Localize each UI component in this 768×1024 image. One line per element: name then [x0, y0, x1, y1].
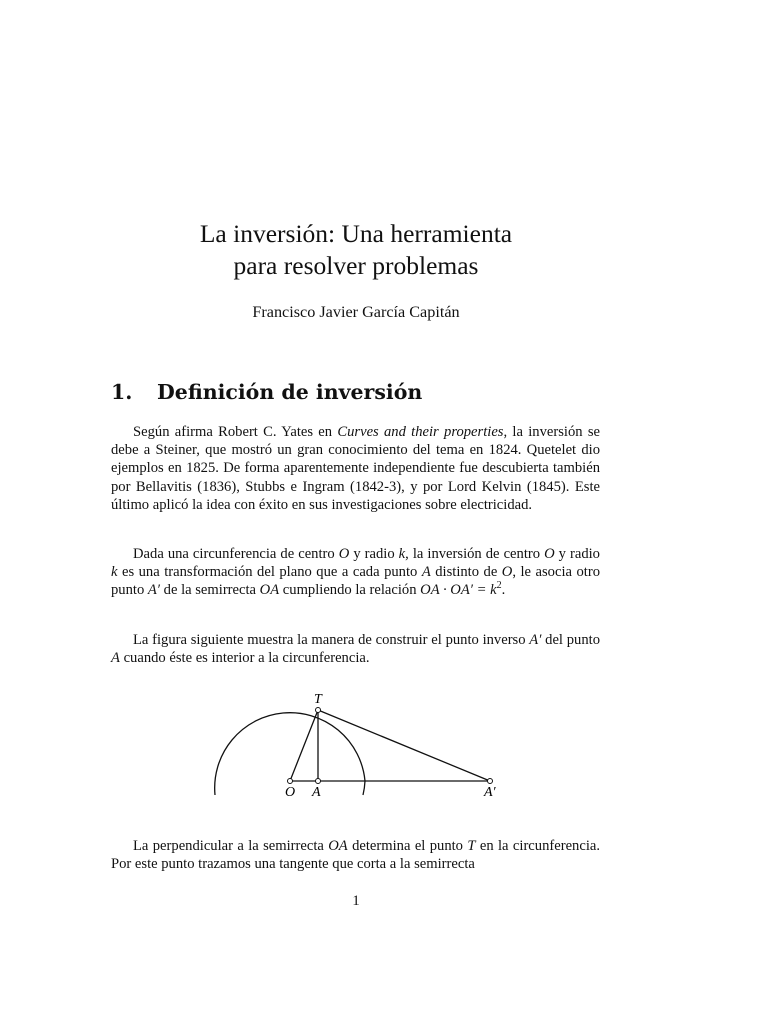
p1-text-b: , la inversión se debe a Steiner, que mostró un gran conocimiento del tema en 1824. Quetelet dio ejemplos en 1825. De forma aparentemente independiente fue descubierta también por Bellavitis (1836), Stubbs e Ingram (1842-3), y por Lord Kelvin (1845). Este último aplicó la idea con éxito en sus investigaciones sobre electricidad.	[111, 424, 600, 513]
math-A-prime: A′	[147, 582, 160, 599]
title-line-2: para resolver problemas	[233, 251, 479, 280]
math-O: O	[501, 564, 513, 581]
p2-text: , la inversión de centro	[405, 546, 545, 562]
point-T	[316, 708, 321, 713]
p1-text-a: Según afirma Robert C. Yates en	[133, 424, 338, 440]
math-O: O	[544, 546, 555, 562]
label-A: A	[312, 785, 321, 800]
point-A	[316, 779, 321, 784]
p2-text: Dada una circunferencia de centro	[133, 546, 339, 562]
label-A-prime: A′	[484, 785, 496, 800]
p2-text: cumpliendo la relación	[279, 582, 421, 599]
math-k: k	[111, 564, 118, 581]
p2-text: es una transformación del plano que a cada punto	[117, 564, 422, 581]
inversion-figure	[205, 688, 505, 803]
math-relation: OA · OA′ = k	[420, 582, 497, 599]
p1-book-title: Curves and their properties	[337, 424, 504, 440]
paper-title	[0, 218, 712, 282]
p2-text: y radio	[349, 546, 399, 562]
p3-text: La figura siguiente muestra la manera de construir el punto inverso	[133, 632, 530, 648]
math-A: A	[111, 650, 120, 667]
p2-text: .	[501, 582, 506, 599]
math-exponent: 2	[496, 580, 502, 592]
p3-text: del punto	[541, 632, 600, 648]
tangent-TA-prime	[318, 710, 490, 781]
p4-text: en la circunferencia. Por este punto trazamos una tangente que corta a la semirrecta	[111, 838, 601, 873]
section-heading	[111, 380, 422, 404]
math-OA: OA	[328, 838, 348, 854]
page-number: 1	[352, 893, 360, 909]
math-T: T	[467, 838, 476, 854]
point-A-prime	[488, 779, 493, 784]
section-number: 1.	[111, 380, 133, 404]
p3-text: cuando éste es interior a la circunferencia.	[119, 650, 370, 667]
p2-text: y radio	[554, 546, 600, 562]
math-k: k	[398, 546, 406, 562]
p2-text: , le asocia otro punto	[111, 564, 600, 599]
point-O	[288, 779, 293, 784]
p4-text: determina el punto	[347, 838, 468, 854]
math-A-prime: A′	[529, 632, 542, 648]
math-O: O	[338, 546, 350, 562]
paragraph-4	[111, 837, 600, 873]
title-line-1: La inversión: Una herramienta	[199, 219, 513, 248]
label-O: O	[285, 785, 296, 800]
paragraph-3	[111, 631, 600, 667]
section-title: Definición de inversión	[157, 380, 423, 404]
paragraph-2	[111, 545, 600, 600]
math-OA: OA	[259, 582, 280, 599]
math-A: A	[421, 564, 431, 581]
segment-OT	[290, 710, 318, 781]
author: Francisco Javier García Capitán	[252, 303, 460, 321]
paragraph-1	[111, 423, 600, 514]
p4-text: La perpendicular a la semirrecta	[133, 838, 329, 854]
label-T: T	[314, 692, 322, 707]
p2-text: distinto de	[430, 564, 502, 581]
p2-text: de la semirrecta	[160, 582, 260, 599]
